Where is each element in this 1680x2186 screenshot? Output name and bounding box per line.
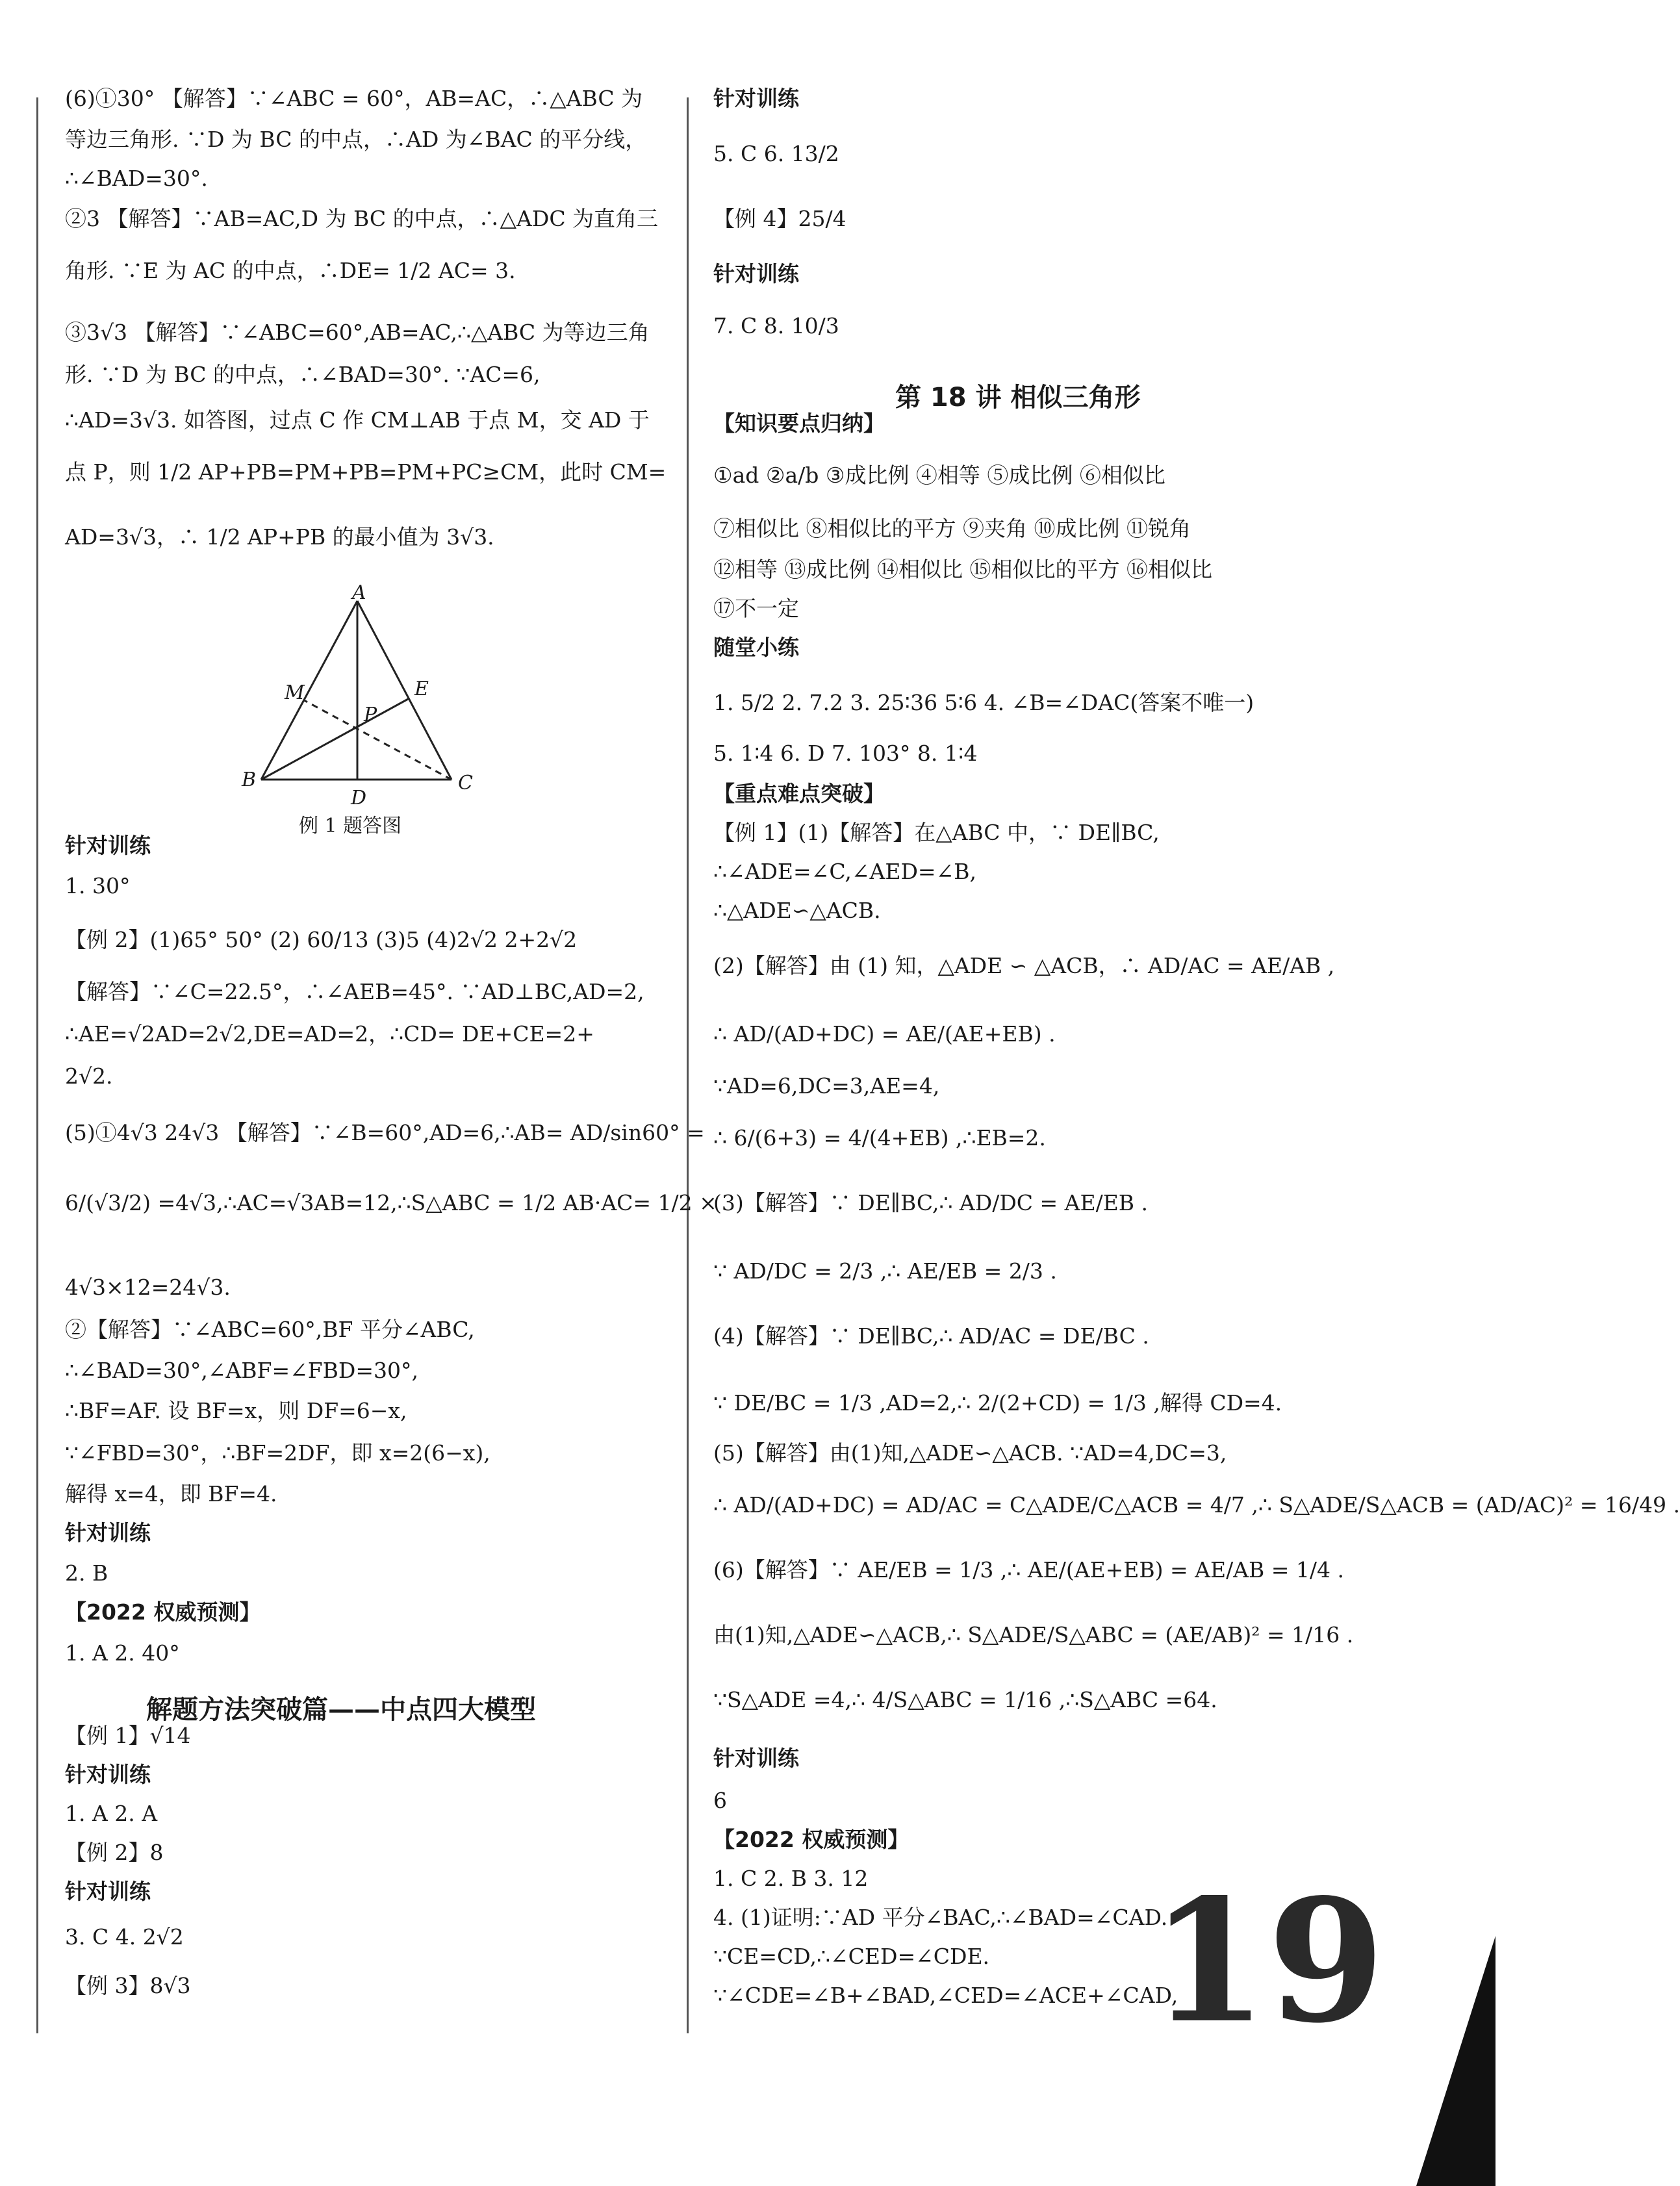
segment-cm	[304, 700, 452, 780]
answer-line: ③3√3 【解答】∵∠ABC=60°,AB=AC,∴△ABC 为等边三角	[65, 320, 650, 345]
answer-line: 3. C 4. 2√2	[65, 1924, 184, 1950]
label-e: E	[414, 678, 429, 700]
answer-line: 【例 1】√14	[65, 1723, 191, 1748]
label-p: P	[364, 704, 377, 726]
section-label: 【知识要点归纳】	[713, 411, 885, 436]
label-m: M	[285, 681, 305, 704]
section-label: 针对训练	[65, 1879, 151, 1904]
answer-line: 由(1)知,△ADE∽△ACB,∴ S△ADE/S△ABC = (AE/AB)² = 1/16 .	[713, 1622, 1354, 1647]
answer-line: ∴AD=3√3. 如答图，过点 C 作 CM⊥AB 于点 M，交 AD 于	[65, 407, 650, 433]
section-label: 【重点难点突破】	[713, 781, 885, 806]
answer-line: ⑫相等 ⑬成比例 ⑭相似比 ⑮相似比的平方 ⑯相似比	[713, 557, 1212, 582]
answer-line: ∵ AD/DC = 2/3 ,∴ AE/EB = 2/3 .	[713, 1258, 1057, 1284]
answer-line: ∴∠BAD=30°.	[65, 166, 208, 191]
answer-line: ①ad ②a/b ③成比例 ④相等 ⑤成比例 ⑥相似比	[713, 463, 1165, 488]
answer-line: ∴ AD/(AD+DC) = AD/AC = C△ADE/C△ACB = 4/7 ,∴ S△ADE/S△ACB = (AD/AC)² = 16/49 .	[713, 1492, 1680, 1518]
answer-line: 【例 4】25/4	[713, 206, 846, 231]
figure-caption: 例 1 题答图	[299, 815, 402, 837]
answer-line: 等边三角形. ∵D 为 BC 的中点，∴AD 为∠BAC 的平分线，	[65, 127, 647, 152]
answer-line: (5)①4√3 24√3 【解答】∵∠B=60°,AD=6,∴AB= AD/sin60° =	[65, 1120, 705, 1145]
answer-line: 形. ∵D 为 BC 的中点，∴∠BAD=30°. ∵AC=6,	[65, 362, 541, 387]
answer-line: 点 P，则 1/2 AP+PB=PM+PB=PM+PC≥CM，此时 CM=	[65, 459, 667, 485]
answer-line: ∵∠CDE=∠B+∠BAD,∠CED=∠ACE+∠CAD,	[713, 1983, 1178, 2008]
answer-line: (2)【解答】由 (1) 知，△ADE ∽ △ACB，∴ AD/AC = AE/AB ,	[713, 953, 1335, 978]
answer-line: 【例 3】8√3	[65, 1973, 191, 1998]
answer-line: (4)【解答】∵ DE∥BC,∴ AD/AC = DE/BC .	[713, 1323, 1149, 1349]
answer-line: 5. C 6. 13/2	[713, 141, 839, 166]
section-label: 针对训练	[65, 1520, 151, 1545]
answer-line: 4√3×12=24√3.	[65, 1275, 231, 1300]
answer-line: 【例 1】(1)【解答】在△ABC 中，∵ DE∥BC,	[713, 820, 1160, 845]
answer-line: 【例 2】(1)65° 50° (2) 60/13 (3)5 (4)2√2 2+2√2	[65, 927, 578, 952]
answer-line: 6/(√3/2) =4√3,∴AC=√3AB=12,∴S△ABC = 1/2 AB·AC= 1/2 ×	[65, 1190, 717, 1215]
answer-line: ∴△ADE∽△ACB.	[713, 898, 881, 923]
section-label: 随堂小练	[713, 635, 799, 660]
answer-line: AD=3√3，∴ 1/2 AP+PB 的最小值为 3√3.	[65, 524, 494, 550]
answer-line: 2. B	[65, 1560, 108, 1586]
answer-line: 5. 1∶4 6. D 7. 103° 8. 1∶4	[713, 741, 978, 766]
answer-line: 1. C 2. B 3. 12	[713, 1866, 869, 1891]
answer-line: ∵AD=6,DC=3,AE=4,	[713, 1073, 940, 1099]
label-d: D	[351, 787, 367, 809]
answer-line: ∵∠FBD=30°，∴BF=2DF，即 x=2(6−x),	[65, 1440, 490, 1466]
answer-line: 角形. ∵E 为 AC 的中点，∴DE= 1/2 AC= 3.	[65, 258, 516, 283]
answer-line: (5)【解答】由(1)知,△ADE∽△ACB. ∵AD=4,DC=3,	[713, 1440, 1227, 1466]
answer-line: ②【解答】∵∠ABC=60°,BF 平分∠ABC,	[65, 1317, 475, 1342]
left-margin-rule	[36, 97, 38, 2033]
section-label: 针对训练	[713, 261, 799, 286]
answer-line: (6)【解答】∵ AE/EB = 1/3 ,∴ AE/(AE+EB) = AE/AB = 1/4 .	[713, 1557, 1344, 1582]
label-a: A	[352, 581, 366, 604]
answer-line: ∴AE=√2AD=2√2,DE=AD=2，∴CD= DE+CE=2+	[65, 1021, 594, 1047]
answer-line: 7. C 8. 10/3	[713, 313, 839, 338]
answer-line: 4. (1)证明:∵AD 平分∠BAC,∴∠BAD=∠CAD.	[713, 1905, 1168, 1930]
answer-line: (6)①30° 【解答】∵∠ABC = 60°，AB=AC，∴△ABC 为	[65, 86, 643, 111]
answer-line: ⑦相似比 ⑧相似比的平方 ⑨夹角 ⑩成比例 ⑪锐角	[713, 516, 1191, 541]
answer-line: ∵S△ADE =4,∴ 4/S△ABC = 1/16 ,∴S△ABC =64.	[713, 1687, 1217, 1712]
section-label: 【2022 权威预测】	[713, 1827, 910, 1852]
answer-line: (3)【解答】∵ DE∥BC,∴ AD/DC = AE/EB .	[713, 1190, 1149, 1215]
triangle-figure	[234, 581, 559, 825]
answer-line: ∵ DE/BC = 1/3 ,AD=2,∴ 2/(2+CD) = 1/3 ,解得 CD=4.	[713, 1390, 1282, 1416]
section-label: 【2022 权威预测】	[65, 1599, 261, 1625]
answer-line: ∴∠BAD=30°,∠ABF=∠FBD=30°,	[65, 1358, 418, 1383]
column-divider	[687, 97, 689, 2033]
answer-line: ∴ AD/(AD+DC) = AE/(AE+EB) .	[713, 1021, 1056, 1047]
label-c: C	[458, 772, 473, 794]
answer-line: 解得 x=4，即 BF=4.	[65, 1481, 277, 1506]
answer-line: ⑰不一定	[713, 596, 799, 621]
answer-line: 1. A 2. A	[65, 1801, 158, 1826]
section-label: 针对训练	[65, 1762, 151, 1787]
answer-line: 2√2.	[65, 1063, 113, 1089]
section-label: 针对训练	[713, 1746, 799, 1771]
answer-line: 1. A 2. 40°	[65, 1640, 180, 1666]
answer-line: 【例 2】8	[65, 1840, 164, 1865]
answer-line: ∴ 6/(6+3) = 4/(4+EB) ,∴EB=2.	[713, 1125, 1046, 1150]
answer-line: ∴∠ADE=∠C,∠AED=∠B,	[713, 859, 976, 884]
answer-line: ∴BF=AF. 设 BF=x，则 DF=6−x,	[65, 1398, 407, 1423]
section-label: 针对训练	[713, 86, 799, 111]
lecture-title: 第 18 讲 相似三角形	[895, 383, 1141, 413]
answer-line: 【解答】∵∠C=22.5°，∴∠AEB=45°. ∵AD⊥BC,AD=2,	[65, 979, 644, 1004]
page-number: 19	[1150, 1862, 1385, 2061]
answer-line: 1. 30°	[65, 873, 131, 898]
section-heading-midpoint-models: 解题方法突破篇——中点四大模型	[146, 1695, 536, 1725]
answer-line: 1. 5/2 2. 7.2 3. 25∶36 5∶6 4. ∠B=∠DAC(答案不唯一)	[713, 690, 1254, 715]
answer-line: ②3 【解答】∵AB=AC,D 为 BC 的中点，∴△ADC 为直角三	[65, 206, 659, 231]
section-label: 针对训练	[65, 833, 151, 858]
label-b: B	[242, 769, 257, 791]
edge-ac	[357, 601, 452, 780]
answer-line: ∵CE=CD,∴∠CED=∠CDE.	[713, 1944, 990, 1969]
answer-line: 6	[713, 1788, 727, 1813]
